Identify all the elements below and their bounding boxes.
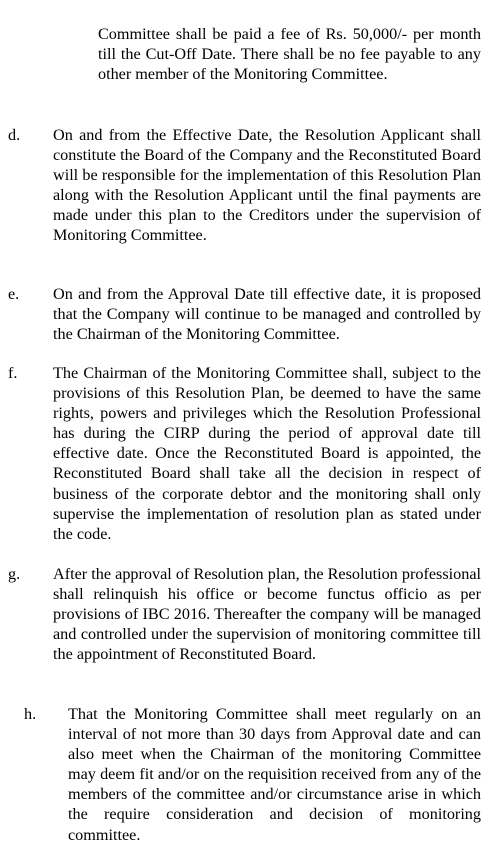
list-marker-h: h.	[24, 705, 37, 723]
clause-h-text: That the Monitoring Committee shall meet regularly on an interval of not more than 30 days from Approval date and can also meet when the Chairman of the monitoring Committee may deem fit and/or on the requisition received from any of the members of the committee and/or circumstance arise in which the require consideration and decision of monitoring committee.	[68, 705, 481, 844]
list-marker-d: d.	[8, 126, 21, 144]
list-marker-e: e.	[8, 285, 20, 303]
clause-g-text: After the approval of Resolution plan, the Resolution professional shall relinquish his office or become functus officio as per provisions of IBC 2016. Thereafter the company will be managed and controlled under the supervision of monitoring committee till the appointment of Reconstituted Board.	[53, 565, 481, 664]
list-marker-g: g.	[8, 565, 21, 583]
clause-e-text: On and from the Approval Date till effective date, it is proposed that the Company will continue to be managed and controlled by the Chairman of the Monitoring Committee.	[53, 285, 481, 344]
clause-d-text: On and from the Effective Date, the Resolution Applicant shall constitute the Board of the Company and the Reconstituted Board will be responsible for the implementation of this Resolution Plan along with the Resolution Applicant until the final payments are made under this plan to the Creditors under the supervision of Monitoring Committee.	[53, 126, 481, 245]
clause-f-text: The Chairman of the Monitoring Committee shall, subject to the provisions of this Resolution Plan, be deemed to have the same rights, powers and privileges which the Resolution Professional has during the CIRP during the period of approval date till effective date. Once the Reconstituted Board is appointed, the Reconstituted Board shall take all the decision in respect of business of the corporate debtor and the monitoring shall only supervise the implementation of resolution plan as stated under the code.	[53, 364, 481, 543]
list-marker-f: f.	[8, 364, 18, 382]
continuation-paragraph: Committee shall be paid a fee of Rs. 50,000/- per month till the Cut-Off Date. There shall be no fee payable to any other member of the Monitoring Committee.	[98, 25, 481, 84]
